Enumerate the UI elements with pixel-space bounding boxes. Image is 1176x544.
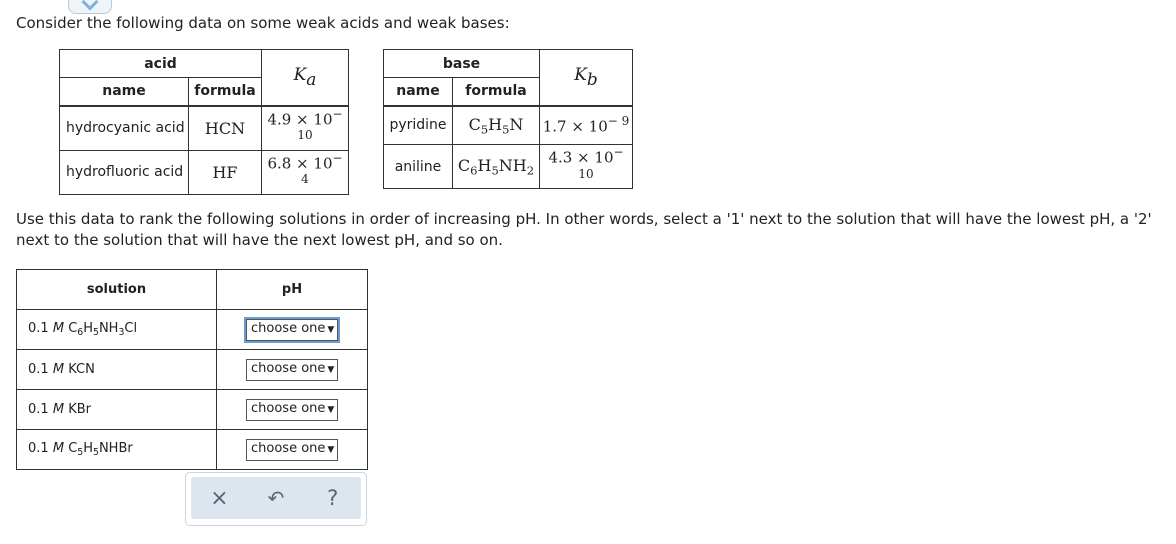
solution-label: 0.1 M $C_6H_5NH_3Cl$	[17, 310, 217, 350]
base-name-header: name	[384, 78, 453, 106]
base-formula-header: formula	[453, 78, 540, 106]
kb-value: $4.3 \times 10^{- 10}$	[540, 145, 633, 189]
help-icon[interactable]: ?	[327, 486, 339, 510]
solution-header: solution	[17, 270, 217, 310]
acid-formula: HF	[189, 150, 262, 194]
acid-formula: HCN	[189, 106, 262, 151]
acid-table	[59, 49, 349, 195]
acid-group-header: acid	[60, 50, 262, 78]
chevron-down-icon: ▼	[327, 324, 335, 335]
collapse-tab[interactable]	[68, 0, 112, 14]
acid-name: hydrofluoric acid	[60, 150, 189, 194]
ph-rank-select[interactable]: choose one ▼	[246, 399, 338, 421]
base-formula: $C_6H_5NH_2$	[453, 145, 540, 189]
base-name: aniline	[384, 145, 453, 189]
base-table	[383, 49, 633, 189]
kb-value: $1.7 \times 10^{- 9}$	[540, 106, 633, 145]
answer-toolbar	[185, 472, 367, 526]
ph-rank-select[interactable]: choose one ▼	[246, 359, 338, 381]
ph-rank-select[interactable]: choose one ▼	[246, 319, 338, 341]
base-group-header: base	[384, 50, 540, 78]
acid-formula-header: formula	[189, 78, 262, 106]
ka-value: $4.9 \times 10^{- 10}$	[262, 106, 349, 151]
ka-header: $K_a$	[262, 50, 349, 106]
chevron-down-icon: ▼	[327, 364, 335, 375]
solution-label: 0.1 M KCN	[17, 350, 217, 390]
chevron-down-icon: ▼	[327, 404, 335, 415]
chevron-down-icon	[82, 0, 99, 10]
acid-name-header: name	[60, 78, 189, 106]
solution-table	[16, 269, 368, 470]
table-row	[60, 106, 349, 151]
base-formula: $C_5H_5N$	[453, 106, 540, 145]
base-name: pyridine	[384, 106, 453, 145]
table-row	[17, 430, 368, 470]
ph-rank-select[interactable]: choose one ▼	[246, 439, 338, 461]
ph-header: pH	[217, 270, 368, 310]
table-row	[384, 145, 633, 189]
solution-label: 0.1 M $C_5H_5NHBr$	[17, 430, 217, 470]
table-row	[17, 350, 368, 390]
intro-text: Consider the following data on some weak acids and weak bases:	[16, 14, 510, 32]
chevron-down-icon: ▼	[327, 444, 335, 455]
ka-value: $6.8 \times 10^{- 4}$	[262, 150, 349, 194]
table-row	[17, 390, 368, 430]
table-row	[17, 310, 368, 350]
table-row	[384, 106, 633, 145]
instructions-text: Use this data to rank the following solutions in order of increasing pH. In other words, select a '1' next to the solution that will have the lowest pH, a '2' next to the solution that will have the next lowest pH, and so on.	[16, 210, 1152, 249]
kb-header: $K_b$	[540, 50, 633, 106]
undo-icon[interactable]: ↶	[267, 486, 285, 510]
solution-label: 0.1 M KBr	[17, 390, 217, 430]
close-icon[interactable]: ×	[210, 485, 229, 511]
acid-name: hydrocyanic acid	[60, 106, 189, 151]
table-row	[60, 150, 349, 194]
